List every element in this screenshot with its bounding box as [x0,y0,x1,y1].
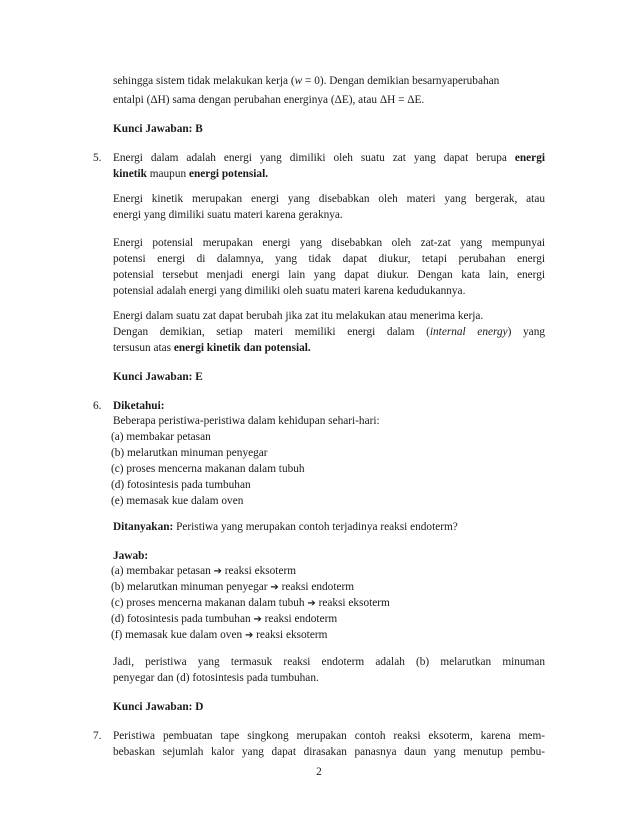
answer-key-5: Kunci Jawaban: E [113,371,203,383]
q6-answer-b-result: reaksi endoterm [281,581,355,593]
q6-known-label: Diketahui: [113,400,165,412]
q5-p2-line-1: Energi kinetik merupakan energi yang disebabkan oleh materi yang bergerak, atau [113,193,545,205]
q6-answer-a [111,564,296,579]
q6-answer-d-text: (d) fotosintesis pada tumbuhan [111,613,251,625]
q5-p3-line-3: potensial tersebut menjadi energi lain yang dapat diukur. Dengan kata lain, energi [113,269,545,281]
q5-p1-line-2: kinetik maupun energi potensial. [113,168,269,180]
q6-answer-d-result: reaksi endoterm [264,613,338,625]
intro-line-2: entalpi (ΔH) sama dengan perubahan energinya (ΔE), atau ΔH = ΔE. [113,94,425,106]
q6-item-a: (a) membakar petasan [111,431,211,443]
q5-p4-line-2: Dengan demikian, setiap materi memiliki energi dalam (internal energy) yang [113,326,545,338]
q6-answer-c [111,596,390,611]
q6-item-c: (c) proses mencerna makanan dalam tubuh [111,463,305,475]
q5-p2-line-2: energi yang dimiliki suatu materi karena geraknya. [113,209,343,221]
question-7-number: 7. [93,730,102,742]
q6-answer-c-result: reaksi eksoterm [318,597,390,609]
q5-p3-line-1: Energi potensial merupakan energi yang disebabkan oleh zat-zat yang mempunyai [113,237,545,249]
q6-answer-label: Jawab: [113,550,149,562]
q6-asked-label: Ditanyakan: [113,521,174,533]
q6-answer-b-text: (b) melarutkan minuman penyegar [111,581,268,593]
q6-answer-f-result: reaksi eksoterm [256,629,328,641]
q6-answer-a-result: reaksi eksoterm [224,565,297,577]
q6-item-d: (d) fotosintesis pada tumbuhan [111,479,251,491]
right-arrow-icon: ➔ [253,614,262,625]
q6-answer-c-text: (c) proses mencerna makanan dalam tubuh [111,597,305,609]
q5-p4-line-3: tersusun atas energi kinetik dan potensial. [113,342,311,354]
answer-key-6: Kunci Jawaban: D [113,701,204,713]
right-arrow-icon: ➔ [213,566,222,577]
q7-line-1: Peristiwa pembuatan tape singkong merupakan contoh reaksi eksoterm, karena mem- [113,730,545,742]
q6-conclusion-line-2: penyegar dan (d) fotosintesis pada tumbuhan. [113,672,319,684]
q6-item-e: (e) memasak kue dalam oven [111,495,244,507]
q5-p1-line-1: Energi dalam adalah energi yang dimiliki oleh suatu zat yang dapat berupa energi [113,152,545,164]
q6-answer-b [111,580,354,595]
right-arrow-icon: ➔ [244,630,254,641]
q6-item-b: (b) melarutkan minuman penyegar [111,447,268,459]
answer-key-4: Kunci Jawaban: B [113,123,203,135]
question-6-number: 6. [93,400,102,412]
question-5-number: 5. [93,152,102,164]
right-arrow-icon: ➔ [270,582,279,593]
q6-answer-d [111,612,337,627]
page-number: 2 [316,766,322,778]
q6-asked [113,520,458,535]
right-arrow-icon: ➔ [307,598,316,609]
q5-p3-line-4: potensial adalah energi yang dimiliki oleh suatu materi karena kedudukannya. [113,285,466,297]
q6-asked-text: Peristiwa yang merupakan contoh terjadinya reaksi endoterm? [176,521,458,533]
q6-answer-a-text: (a) membakar petasan [111,565,211,577]
q5-p3-line-2: potensi energi di dalamnya, yang tidak dapat diukur, tetapi perubahan energi [113,253,545,265]
q5-p4-line-1: Energi dalam suatu zat dapat berubah jika zat itu melakukan atau menerima kerja. [113,310,484,322]
q6-conclusion-line-1: Jadi, peristiwa yang termasuk reaksi endoterm adalah (b) melarutkan minuman [113,656,545,668]
q6-answer-f [111,628,327,643]
q6-answer-f-text: (f) memasak kue dalam oven [111,629,243,641]
q7-line-2: bebaskan sejumlah kalor yang dapat dirasakan panasnya daun yang menutup pembu- [113,746,545,758]
intro-line-1: sehingga sistem tidak melakukan kerja (w = 0). Dengan demikian besarnyaperubahan [113,75,500,87]
q6-known-intro: Beberapa peristiwa-peristiwa dalam kehidupan sehari-hari: [113,415,380,427]
